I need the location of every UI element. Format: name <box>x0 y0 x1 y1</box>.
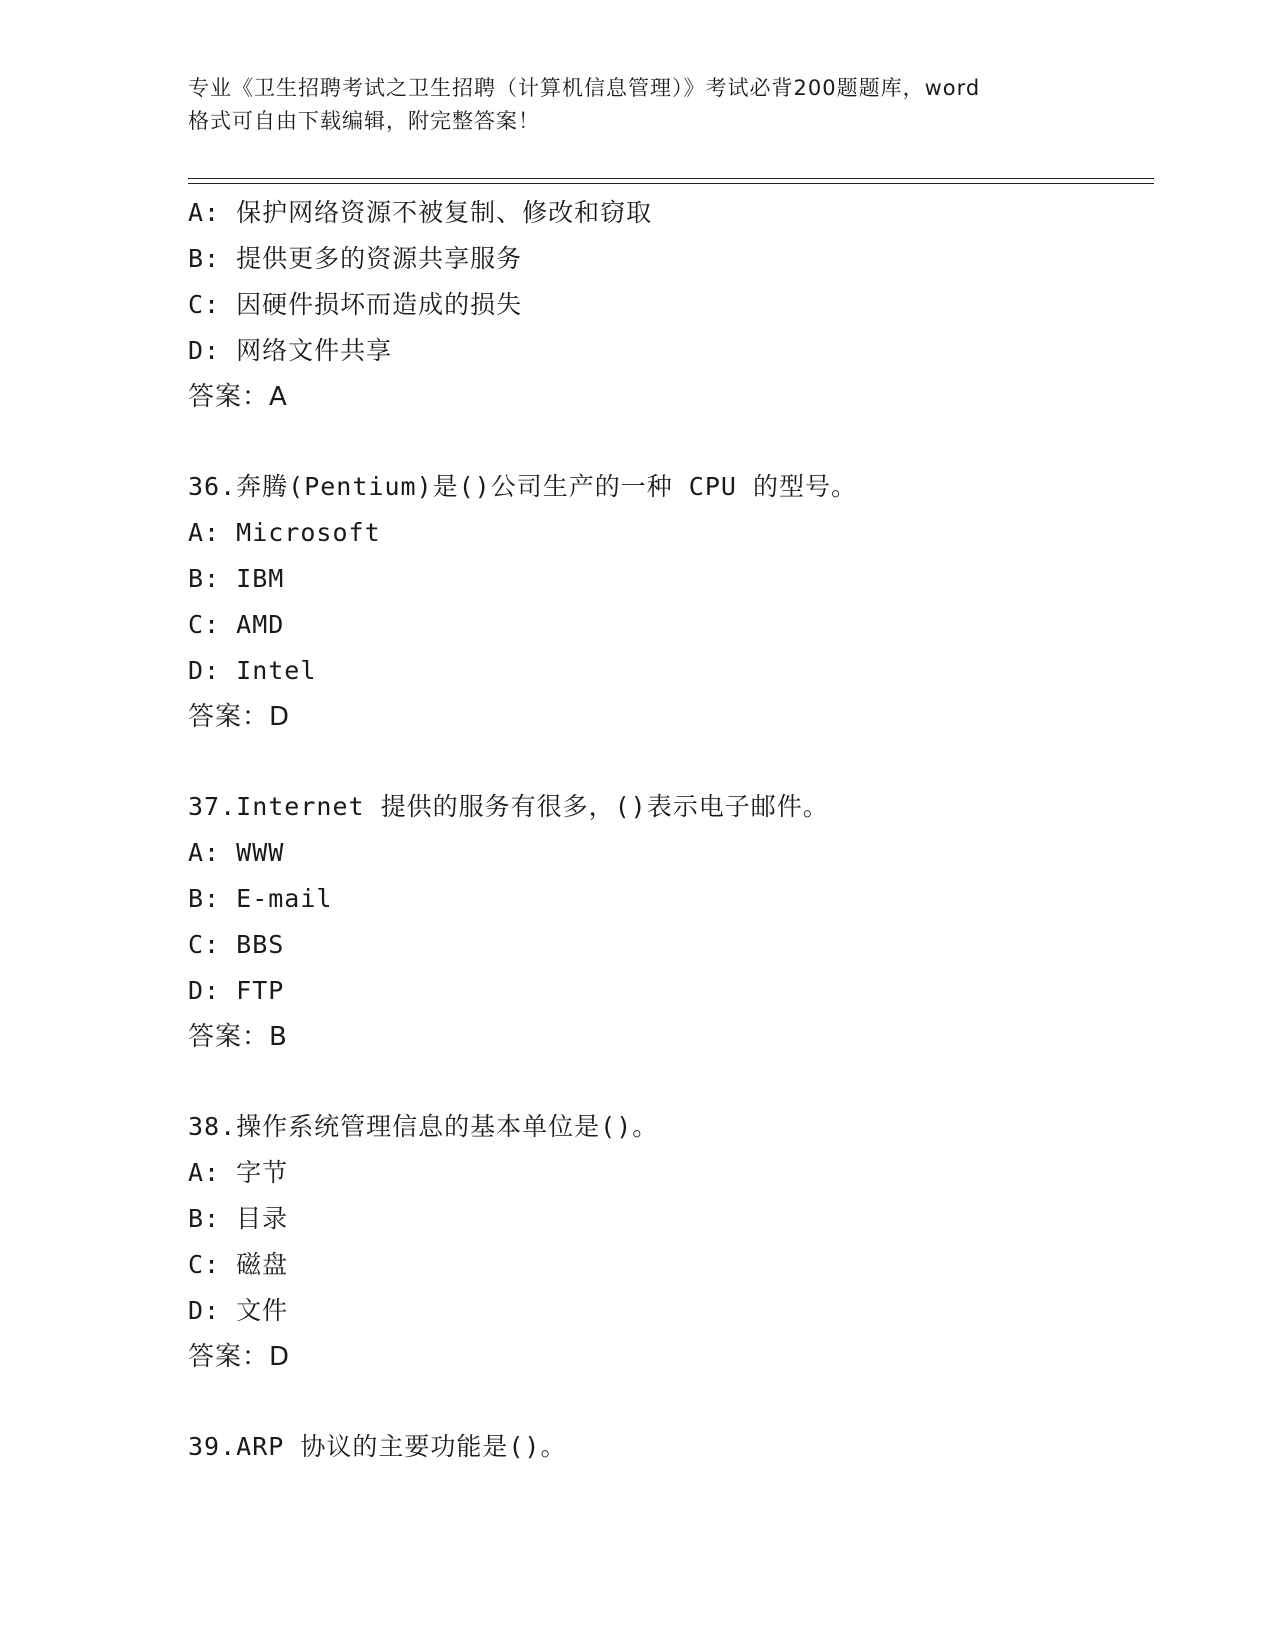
option-d: D: FTP <box>188 976 285 1005</box>
option-c: C: AMD <box>188 610 285 639</box>
option-b: B: IBM <box>188 564 285 593</box>
option-c: C: 磁盘 <box>188 1250 289 1279</box>
answer-line: 答案：D <box>188 702 291 732</box>
option-a: A: 字节 <box>188 1158 289 1187</box>
question-37 <box>188 784 1148 1060</box>
option-a: A: Microsoft <box>188 518 381 547</box>
spacer <box>188 420 1148 464</box>
spacer <box>188 740 1148 784</box>
option-b: B: E-mail <box>188 884 333 913</box>
question-stem: 37.Internet 提供的服务有很多，()表示电子邮件。 <box>188 792 829 821</box>
answer-line: 答案：B <box>188 1022 288 1052</box>
spacer <box>188 1060 1148 1104</box>
question-stem: 38.操作系统管理信息的基本单位是()。 <box>188 1112 659 1141</box>
option-a: A: 保护网络资源不被复制、修改和窃取 <box>188 198 653 227</box>
question-stem: 39.ARP 协议的主要功能是()。 <box>188 1432 567 1461</box>
answer-line: 答案：A <box>188 382 288 412</box>
option-d: D: 网络文件共享 <box>188 336 393 365</box>
answer-line: 答案：D <box>188 1342 291 1372</box>
question-38 <box>188 1104 1148 1380</box>
document-header <box>188 72 1088 138</box>
header-line-2: 格式可自由下载编辑，附完整答案！ <box>188 109 540 133</box>
question-list <box>188 190 1148 1470</box>
option-a: A: WWW <box>188 838 285 867</box>
spacer <box>188 1380 1148 1424</box>
option-d: D: Intel <box>188 656 317 685</box>
question-36 <box>188 464 1148 740</box>
option-b: B: 提供更多的资源共享服务 <box>188 244 523 273</box>
header-divider-top <box>188 178 1154 179</box>
option-d: D: 文件 <box>188 1296 289 1325</box>
option-b: B: 目录 <box>188 1204 289 1233</box>
question-35-continued <box>188 190 1148 420</box>
header-divider-bottom <box>188 183 1154 184</box>
question-39 <box>188 1424 1148 1470</box>
header-line-1: 专业《卫生招聘考试之卫生招聘（计算机信息管理）》考试必背200题题库，word <box>188 76 981 100</box>
option-c: C: BBS <box>188 930 285 959</box>
option-c: C: 因硬件损坏而造成的损失 <box>188 290 523 319</box>
question-stem: 36.奔腾(Pentium)是()公司生产的一种 CPU 的型号。 <box>188 472 857 501</box>
